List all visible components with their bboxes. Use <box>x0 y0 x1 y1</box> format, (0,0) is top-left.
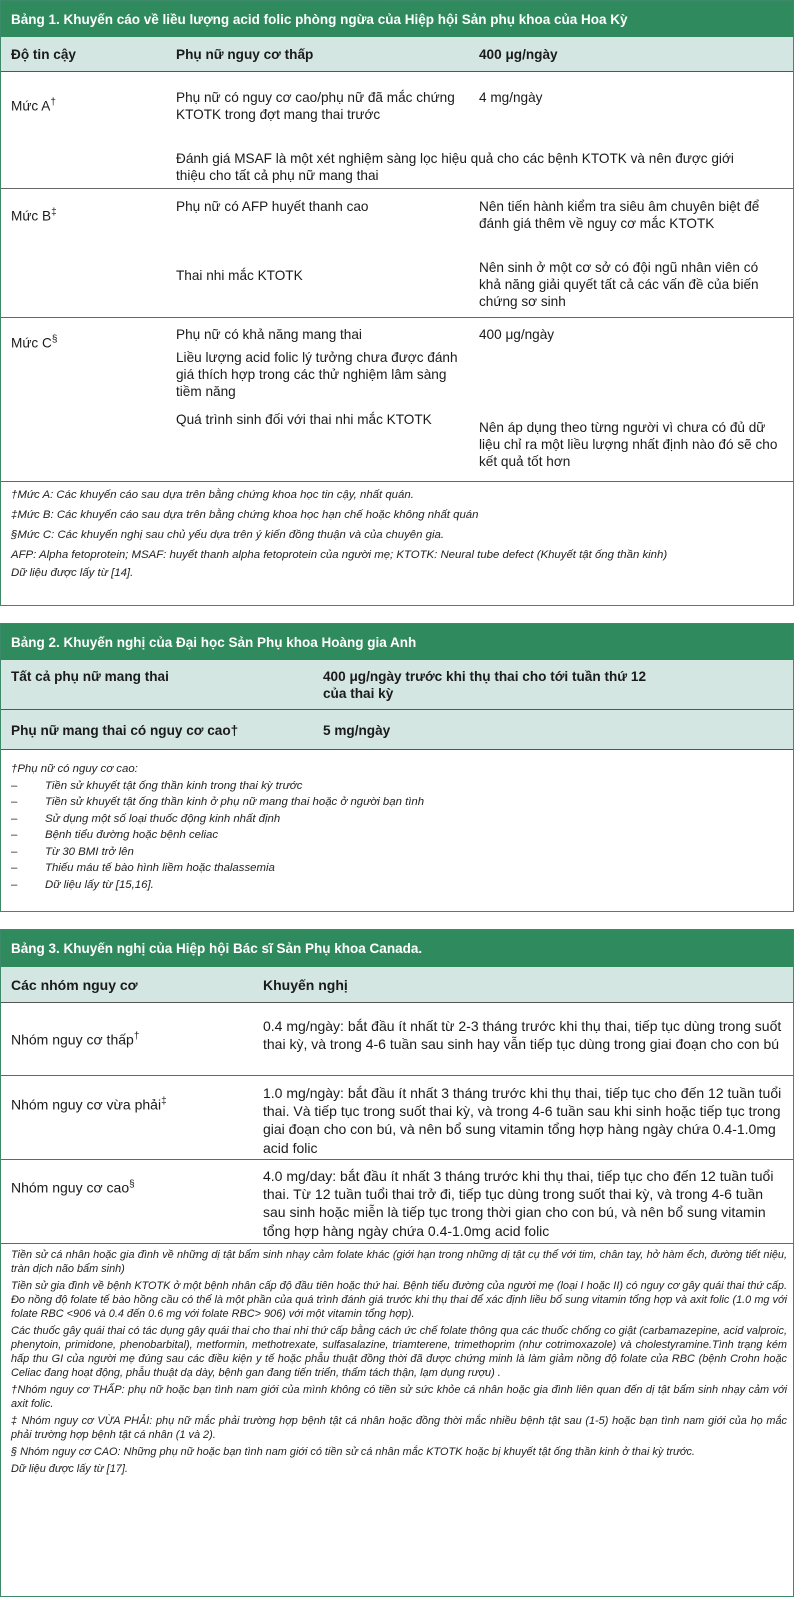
note: †Nhóm nguy cơ THẤP: phụ nữ hoặc bạn tình nam giới của mình không có tiền sử sức khỏe cá nhân hoặc gia đình liên quan đến dị tật bẩm sinh nhạy cảm với axit folic. <box>11 1384 787 1410</box>
table-1-header <box>1 37 793 72</box>
level-c-group-2: Liều lượng acid folic lý tưởng chưa được đánh giá thích hợp trong các thử nghiệm lâm sàng tiềm năng <box>176 350 458 399</box>
table-3-notes <box>11 1248 787 1479</box>
table-2-title: Bảng 2. Khuyến nghị của Đại học Sản Phụ khoa Hoàng gia Anh <box>1 624 793 660</box>
level-c-group-3: Quá trình sinh đối với thai nhi mắc KTOTK <box>176 412 432 427</box>
level-a-rec: 4 mg/ngày <box>479 90 543 105</box>
row-separator <box>1 1243 793 1244</box>
header-dose: 400 μg/ngày <box>479 47 558 62</box>
level-a-label: Mức A† <box>11 97 56 114</box>
level-c-label: Mức C§ <box>11 334 58 351</box>
note-item: – Bệnh tiểu đường hoặc bệnh celiac <box>11 829 219 841</box>
all-women-group: Tất cả phụ nữ mang thai <box>11 669 169 684</box>
level-b-group-2: Thai nhi mắc KTOTK <box>176 268 303 283</box>
level-b-label: Mức B‡ <box>11 207 57 224</box>
all-women-rec: 400 μg/ngày trước khi thụ thai cho tới tuần thứ 12 của thai kỳ <box>323 669 647 701</box>
note-item: – Tiền sử khuyết tật ống thần kinh trong thai kỳ trước <box>11 779 303 792</box>
table-1-notes <box>11 488 787 581</box>
level-c-group-1: Phụ nữ có khả năng mang thai <box>176 327 362 342</box>
level-a-span: Đánh giá MSAF là một xét nghiệm sàng lọc hiệu quả cho các bệnh KTOTK và nên được giới thiệu cho tất cả phụ nữ mang thai <box>176 151 734 183</box>
row-separator <box>1 481 793 482</box>
row-separator <box>1 1075 793 1076</box>
note-item: – Sử dụng một số loại thuốc động kinh nhất định <box>11 812 281 825</box>
high-risk-rec: 5 mg/ngày <box>323 723 391 738</box>
note: ‡Mức B: Các khuyến cáo sau dựa trên bằng chứng khoa học hạn chế hoặc không nhất quán <box>11 509 479 521</box>
level-b-group-1: Phụ nữ có AFP huyết thanh cao <box>176 199 369 214</box>
note: Tiền sử cá nhân hoặc gia đình về những dị tật bẩm sinh nhạy cảm folate khác (giới hạn trong những dị tật cụ thể với tim, chân tay, hở hàm ếch, đường tiết niệu, tràn dịch não bẩm sinh) <box>11 1249 787 1275</box>
header-risk-groups: Các nhóm nguy cơ <box>11 977 138 993</box>
header-reliability: Độ tin cậy <box>11 47 76 62</box>
moderate-risk-group: Nhóm nguy cơ vừa phải‡ <box>11 1096 167 1113</box>
table-3-header <box>1 967 793 1003</box>
high-risk-group: Nhóm nguy cơ cao§ <box>11 1179 135 1196</box>
high-risk-rec: 4.0 mg/day: bắt đầu ít nhất 3 tháng trước khi thụ thai, tiếp tục cho đến 12 tuần tuổi thai. Từ 12 tuần tuổi thai trở đi, tiếp tục dùng trong suốt thai kỳ, và trong 4-6 tuần sau sinh hoặc miễn là tiếp tục trong thời gian cho con bú, và nên bổ sung vitamin tổng hợp hàng ngày chứa 0.4-1.0mg acid folic <box>263 1168 774 1239</box>
note: †Mức A: Các khuyến cáo sau dựa trên bằng chứng khoa học tin cậy, nhất quán. <box>11 489 414 501</box>
level-b-rec-1: Nên tiến hành kiểm tra siêu âm chuyên biệt để đánh giá thêm về nguy cơ mắc KTOTK <box>479 199 760 231</box>
note-title: †Phụ nữ có nguy cơ cao: <box>11 763 138 775</box>
row-separator <box>1 1159 793 1160</box>
level-c-rec-1: 400 μg/ngày <box>479 327 555 342</box>
low-risk-rec: 0.4 mg/ngày: bắt đầu ít nhất từ 2-3 tháng trước khi thụ thai, tiếp tục dùng trong suốt thai kỳ, và trong 4-6 tuần sau sinh hay vẫn tiếp tục dùng trong giai đoạn cho con bú <box>263 1018 782 1053</box>
level-b-rec-2: Nên sinh ở một cơ sở có đội ngũ nhân viên có khả năng giải quyết tất cả các vấn đề của biến chứng sơ sinh <box>479 260 759 309</box>
moderate-risk-rec: 1.0 mg/ngày: bắt đầu ít nhất 3 tháng trước khi thụ thai, tiếp tục cho đến 12 tuần tuổi thai. Và tiếp tục trong suốt thai kỳ, và trong 4-6 tuần sau khi sinh hoặc tiếp tục trong giai đoạn cho con bú, và nên bổ sung vitamin tổng hợp hàng ngày chứa 0.4-1.0mg acid folic <box>263 1085 782 1156</box>
low-risk-group: Nhóm nguy cơ thấp† <box>11 1031 140 1048</box>
level-c-rec-3: Nên áp dụng theo từng người vì chưa có đủ dữ liệu chỉ ra một liều lượng nhất định nào đó sẽ cho kết quả tốt hơn <box>479 420 778 469</box>
table-1-title: Bảng 1. Khuyến cáo về liều lượng acid folic phòng ngừa của Hiệp hội Sản phụ khoa của Hoa Kỳ <box>1 1 793 37</box>
note: Tiền sử gia đình về bệnh KTOTK ở một bệnh nhân cấp độ đầu tiên hoặc thứ hai. Bệnh tiểu đường của người mẹ (loại I hoặc II) có nguy cơ gây quái thai thứ cấp. Đo nồng độ folate tế bào hồng cầu có thể là một phần của quá trình đánh giá trước khi thụ thai để xác định liều bổ sung vitamin tổng hợp và axit folic (1.0 mg với folate RBC <906 và 0.4 đến 0.6 mg với folate RBC> 906) với một vitamin tổng hợp). <box>11 1280 787 1320</box>
note: Dữ liệu được lấy từ [17]. <box>11 1463 128 1475</box>
table-2-row-1 <box>1 660 793 710</box>
table-2-row-2 <box>1 710 793 750</box>
high-risk-group: Phụ nữ mang thai có nguy cơ cao† <box>11 723 239 738</box>
note: ‡ Nhóm nguy cơ VỪA PHẢI: phụ nữ mắc phải trường hợp bệnh tật cá nhân hoặc đồng thời mắc nhiều bệnh tật sau (1-5) hoặc bạn tình nam giới của họ mắc phải trường hợp bệnh tật cá nhân (1 và 2). <box>11 1415 787 1441</box>
note-item: – Từ 30 BMI trở lên <box>11 845 134 858</box>
table-2-notes <box>11 761 787 893</box>
note-item: – Tiền sử khuyết tật ống thần kinh ở phụ nữ mang thai hoặc ở người bạn tình <box>11 796 425 808</box>
level-a-group: Phụ nữ có nguy cơ cao/phụ nữ đã mắc chứng KTOTK trong đợt mang thai trước <box>176 90 455 122</box>
note: AFP: Alpha fetoprotein; MSAF: huyết thanh alpha fetoprotein của người mẹ; KTOTK: Neural tube defect (Khuyết tật ống thần kinh) <box>11 549 668 561</box>
note: Dữ liệu được lấy từ [14]. <box>11 567 134 579</box>
note: Các thuốc gây quái thai có tác dụng gây quái thai cho thai nhi thứ cấp bằng cách ức chế folate thông qua các thuốc chống co giật (carbamazepine, acid valproic, phenytoin, primidone, phenobarbital), metformin, methotrexate, sulfasalazine, triamterene, trimethoprim (như cotrimoxazole) và cholestyramine.Tình trạng kém hấp thu GI của người mẹ đúng sau các điều kiện y tế hoặc phẫu thuật đồng thời đã được chứng minh là làm giảm nồng độ folate của RBC (bệnh Crohn hoặc Celiac đang hoạt động, phẫu thuật dạ dày, bệnh gan đang tiến triển, thẩm tách thận, lạm dụng rượu) . <box>11 1325 787 1379</box>
header-recommendation: Khuyến nghị <box>263 977 348 993</box>
table-3-title: Bảng 3. Khuyến nghị của Hiệp hội Bác sĩ Sản Phụ khoa Canada. <box>1 930 793 967</box>
row-separator <box>1 317 793 318</box>
header-low-risk: Phụ nữ nguy cơ thấp <box>176 47 314 62</box>
table-2 <box>0 623 794 912</box>
note-item: – Dữ liệu lấy từ [15,16]. <box>11 878 154 891</box>
note: § Nhóm nguy cơ CAO: Những phụ nữ hoặc bạn tình nam giới có tiền sử cá nhân mắc KTOTK hoặc bị khuyết tật ống thần kinh ở thai kỳ trước. <box>11 1446 695 1458</box>
note-item: – Thiếu máu tế bào hình liềm hoặc thalassemia <box>11 862 275 874</box>
row-separator <box>1 188 793 189</box>
table-3 <box>0 929 794 1597</box>
table-1 <box>0 0 794 606</box>
note: §Mức C: Các khuyến nghị sau chủ yếu dựa trên ý kiến đồng thuận và của chuyên gia. <box>11 529 444 541</box>
